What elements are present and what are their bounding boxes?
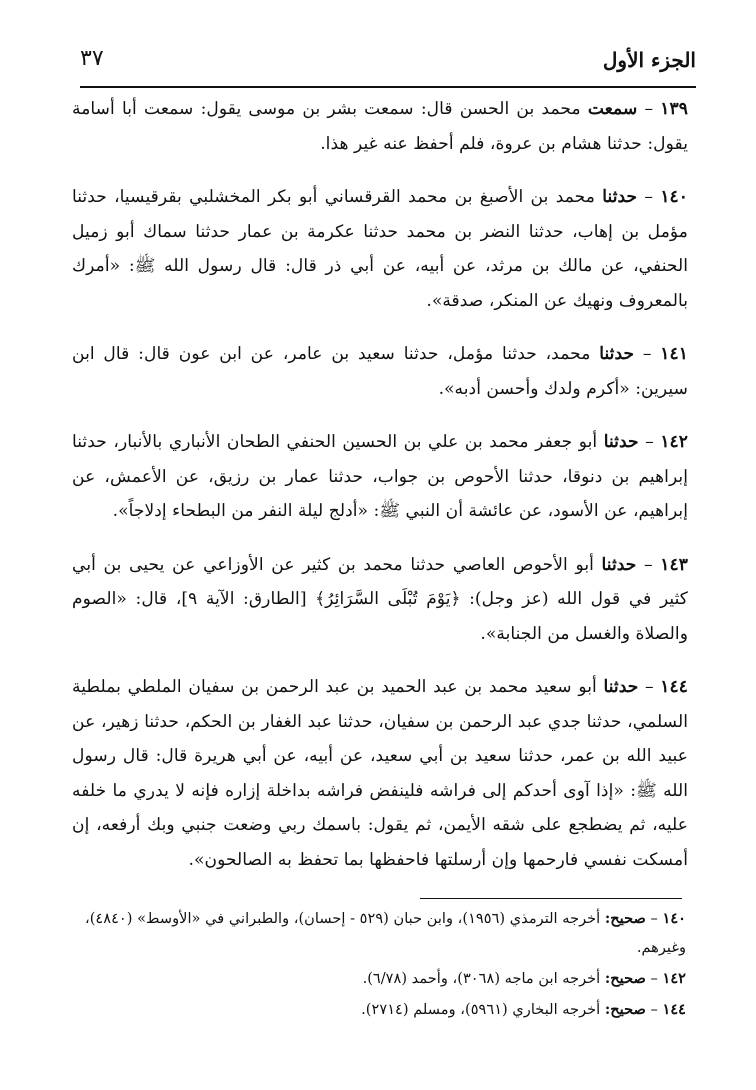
hadith-number: ١٤١ bbox=[660, 344, 688, 364]
footnote-number: ١٤٠ bbox=[662, 910, 686, 927]
hadith-text: أبو الأحوص العاصي حدثنا محمد بن كثير عن الأوزاعي عن يحيى بن أبي كثير في قول الله (عز وجل): ﴿يَوْمَ تُبْلَى السَّرَائِرُ﴾ [الطارق: الآية ٩]، قال: «الصوم والصلاة والغسل من الجنابة». bbox=[72, 554, 688, 644]
hadith-list bbox=[72, 92, 688, 896]
hadith-lead-word: حدثنا bbox=[602, 187, 638, 207]
hadith-140: ١٤٠ – حدثنا محمد بن الأصبغ بن محمد القرقساني أبو بكر المخشلبي بقرقيسيا، حدثنا مؤمل بن إهاب، حدثنا النضر بن محمد حدثنا عكرمة بن عمار حدثنا سماك أبو زميل الحنفي، عن مالك بن مرثد، عن أبيه، عن أبي ذر قال: قال رسول الله ﷺ: «أمرك بالمعروف ونهيك عن المنكر، صدقة». bbox=[72, 187, 689, 311]
hadith-text: أبو جعفر محمد بن علي بن الحسين الحنفي الطحان الأنباري بالأنبار، حدثنا إبراهيم بن دنوقا، حدثنا الأحوص بن جواب، حدثنا عمار بن رزيق، عن الأعمش، عن إبراهيم، عن الأسود، عن عائشة أن النبي ﷺ: «أدلج ليلة النفر من البطحاء إدلاجاً». bbox=[72, 432, 688, 521]
footnote-144: ١٤٤ – صحيح: أخرجه البخاري (٥٩٦١)، ومسلم (٢٧١٤). bbox=[361, 1001, 686, 1018]
hadith-text: محمد بن الحسن قال: سمعت بشر بن موسى يقول: سمعت أبا أسامة يقول: حدثنا هشام بن عروة، فلم أحفظ عنه غير هذا. bbox=[72, 99, 688, 154]
hadith-lead-word: حدثنا bbox=[603, 432, 639, 452]
hadith-139: ١٣٩ – سمعت محمد بن الحسن قال: سمعت بشر بن موسى يقول: سمعت أبا أسامة يقول: حدثنا هشام بن عروة، فلم أحفظ عنه غير هذا. bbox=[72, 99, 688, 154]
footnote-142: ١٤٢ – صحيح: أخرجه ابن ماجه (٣٠٦٨)، وأحمد (٦/٧٨). bbox=[362, 970, 686, 987]
hadith-143: ١٤٣ – حدثنا أبو الأحوص العاصي حدثنا محمد بن كثير عن الأوزاعي عن يحيى بن أبي كثير في قول الله (عز وجل): ﴿يَوْمَ تُبْلَى السَّرَائِرُ﴾ [الطارق: الآية ٩]، قال: «الصوم والصلاة والغسل من الجنابة». bbox=[72, 554, 688, 644]
footnote-grade: صحيح: bbox=[604, 970, 646, 987]
hadith-number: ١٤٠ bbox=[660, 187, 689, 207]
hadith-number: ١٤٤ bbox=[660, 677, 688, 697]
hadith-text: محمد بن الأصبغ بن محمد القرقساني أبو بكر المخشلبي بقرقيسيا، حدثنا مؤمل بن إهاب، حدثنا النضر بن محمد حدثنا عكرمة بن عمار حدثنا سماك أبو زميل الحنفي، عن مالك بن مرثد، عن أبيه، عن أبي ذر قال: قال رسول الله ﷺ: «أمرك بالمعروف ونهيك عن المنكر، صدقة». bbox=[72, 187, 688, 311]
hadith-text: أبو سعيد محمد بن عبد الحميد بن عبد الرحمن بن سفيان الملطي بملطية السلمي، حدثنا جدي عبد الرحمن بن سفيان، حدثنا عبد الغفار بن الحكم، حدثنا زهير، عن عبيد الله بن عمر، حدثنا سعيد بن أبي سعيد، عن أبيه، عن أبي هريرة قال: قال رسول الله ﷺ: «إذا آوى أحدكم إلى فراشه فلينفض فراشه بداخلة إزاره فإنه لا يدري ما خلفه عليه، ثم يضطجع على شقه الأيمن، ثم يقول: باسمك ربي وضعت جنبي وبك أرفعه، إن أمسكت نفسي فارحمها وإن أرسلتها فاحفظها بما تحفظ به الصالحون». bbox=[72, 677, 688, 870]
hadith-lead-word: حدثنا bbox=[599, 344, 635, 364]
page-number: ٣٧ bbox=[80, 46, 104, 71]
hadith-lead-word: حدثنا bbox=[601, 554, 637, 575]
footnote-text: أخرجه ابن ماجه (٣٠٦٨)، وأحمد (٦/٧٨). bbox=[362, 970, 601, 987]
footnotes bbox=[72, 904, 686, 1026]
footnote-grade: صحيح: bbox=[604, 1001, 646, 1018]
hadith-lead-word: سمعت bbox=[587, 99, 638, 119]
hadith-lead-word: حدثنا bbox=[603, 677, 639, 697]
hadith-number: ١٤٣ bbox=[660, 554, 688, 575]
footnote-140: ١٤٠ – صحيح: أخرجه الترمذي (١٩٥٦)، وابن حبان (٥٢٩ - إحسان)، والطبراني في «الأوسط» (٤٨٤٠)، وغيرهم. bbox=[85, 910, 686, 956]
footnote-text: أخرجه البخاري (٥٩٦١)، ومسلم (٢٧١٤). bbox=[361, 1001, 601, 1018]
page-header bbox=[80, 42, 696, 82]
hadith-141: ١٤١ – حدثنا محمد، حدثنا مؤمل، حدثنا سعيد بن عامر، عن ابن عون قال: قال ابن سيرين: «أكرم ولدك وأحسن أدبه». bbox=[72, 344, 688, 399]
hadith-text: محمد، حدثنا مؤمل، حدثنا سعيد بن عامر، عن ابن عون قال: قال ابن سيرين: «أكرم ولدك وأحسن أدبه». bbox=[72, 344, 688, 399]
header-rule bbox=[80, 86, 696, 88]
footnote-text: أخرجه الترمذي (١٩٥٦)، وابن حبان (٥٢٩ - إحسان)، والطبراني في «الأوسط» (٤٨٤٠)، وغيرهم. bbox=[85, 910, 686, 956]
hadith-144: ١٤٤ – حدثنا أبو سعيد محمد بن عبد الحميد بن عبد الرحمن بن سفيان الملطي بملطية السلمي، حدثنا جدي عبد الرحمن بن سفيان، حدثنا عبد الغفار بن الحكم، حدثنا زهير، عن عبيد الله بن عمر، حدثنا سعيد بن أبي سعيد، عن أبيه، عن أبي هريرة قال: قال رسول الله ﷺ: «إذا آوى أحدكم إلى فراشه فلينفض فراشه بداخلة إزاره فإنه لا يدري ما خلفه عليه، ثم يضطجع على شقه الأيمن، ثم يقول: باسمك ربي وضعت جنبي وبك أرفعه، إن أمسكت نفسي فارحمها وإن أرسلتها فاحفظها بما تحفظ به الصالحون». bbox=[72, 677, 688, 870]
hadith-number: ١٤٢ bbox=[660, 432, 689, 452]
footnote-rule bbox=[420, 898, 682, 899]
footnote-grade: صحيح: bbox=[604, 910, 646, 927]
hadith-number: ١٣٩ bbox=[660, 99, 688, 119]
hadith-142: ١٤٢ – حدثنا أبو جعفر محمد بن علي بن الحسين الحنفي الطحان الأنباري بالأنبار، حدثنا إبراهيم بن دنوقا، حدثنا الأحوص بن جواب، حدثنا عمار بن رزيق، عن الأعمش، عن إبراهيم، عن الأسود، عن عائشة أن النبي ﷺ: «أدلج ليلة النفر من البطحاء إدلاجاً». bbox=[72, 432, 689, 521]
footnote-number: ١٤٤ bbox=[662, 1001, 686, 1018]
footnote-number: ١٤٢ bbox=[662, 970, 686, 987]
running-title: الجزء الأول bbox=[602, 48, 696, 72]
